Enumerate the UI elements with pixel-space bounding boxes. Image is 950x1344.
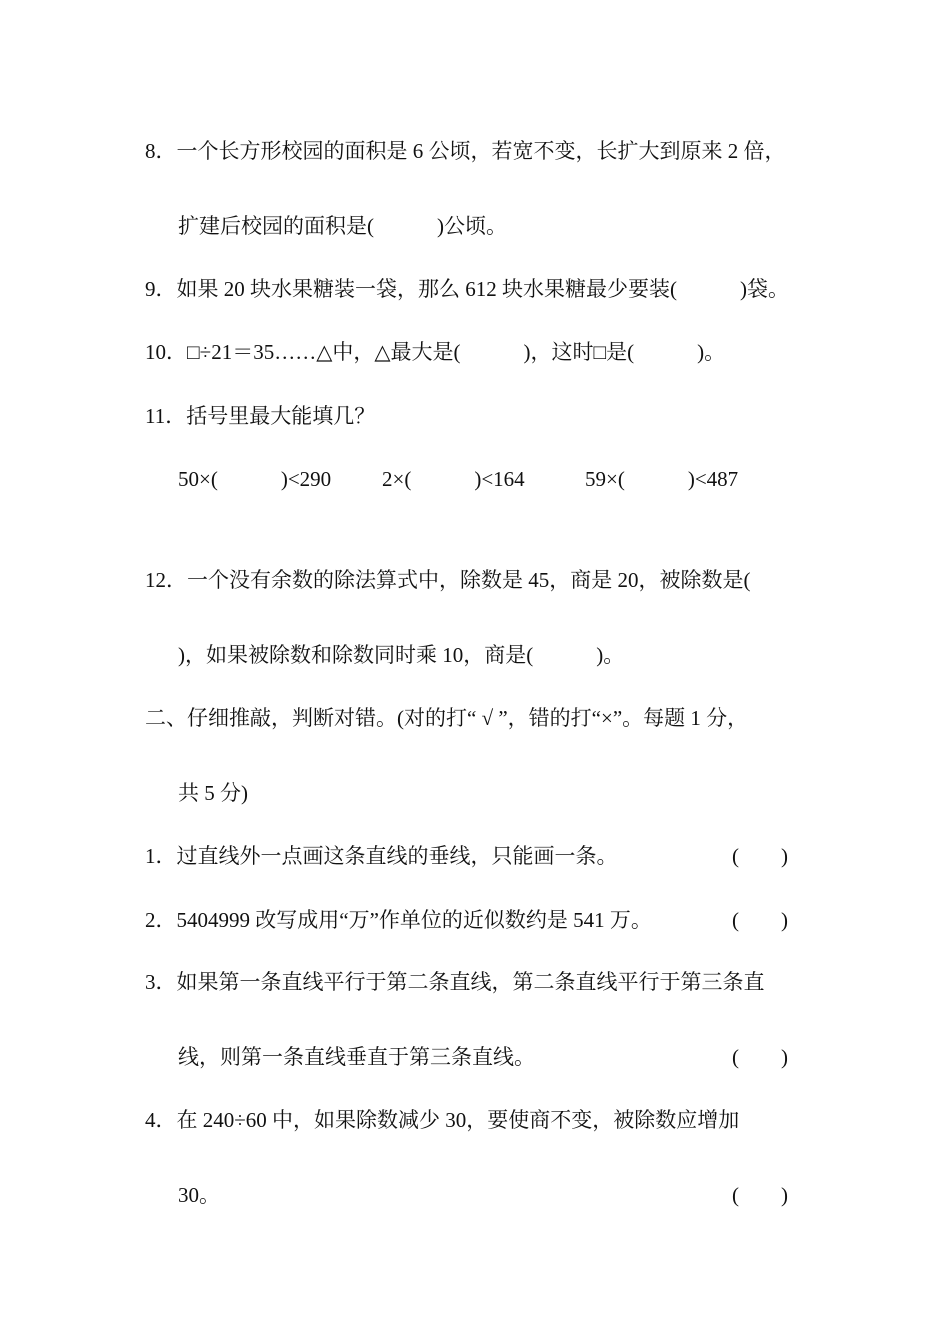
section-2-heading-line-1: 二、仔细推敲，判断对错。(对的打“ √ ”，错的打“×”。每题 1 分， (145, 706, 749, 730)
judge-item-2-answer-paren[interactable]: ( ) (732, 908, 788, 932)
judge-item-4-line-1: 4．在 240÷60 中，如果除数减少 30，要使商不变，被除数应增加 (145, 1108, 740, 1132)
judge-item-4-line-2: 30。 (178, 1183, 220, 1207)
question-11-expression-3: 59×( )<487 (585, 467, 739, 491)
judge-item-1-line-1: 1．过直线外一点画这条直线的垂线，只能画一条。 (145, 844, 618, 868)
judge-item-3-answer-paren[interactable]: ( ) (732, 1045, 788, 1069)
question-11-expression-1: 50×( )<290 (178, 467, 332, 491)
section-2-heading-line-2: 共 5 分) (178, 781, 248, 805)
question-12-line-2: )，如果被除数和除数同时乘 10，商是( )。 (178, 643, 625, 667)
question-8-line-2: 扩建后校园的面积是( )公顷。 (178, 214, 507, 238)
judge-item-4-answer-paren[interactable]: ( ) (732, 1183, 788, 1207)
judge-item-3-line-2: 线，则第一条直线垂直于第三条直线。 (178, 1045, 535, 1069)
question-11-expression-2: 2×( )<164 (382, 467, 525, 491)
question-8-line-1: 8．一个长方形校园的面积是 6 公顷，若宽不变，长扩大到原来 2 倍， (145, 139, 786, 163)
question-9-line-1: 9．如果 20 块水果糖装一袋，那么 612 块水果糖最少要装( )袋。 (145, 277, 789, 301)
question-10-line-1: 10．□÷21＝35……△中，△最大是( )，这时□是( )。 (145, 340, 726, 364)
question-12-line-1: 12．一个没有余数的除法算式中，除数是 45，商是 20，被除数是( (145, 568, 751, 592)
judge-item-2-line-1: 2．5404999 改写成用“万”作单位的近似数约是 541 万。 (145, 908, 652, 932)
question-11-line-1: 11．括号里最大能填几？ (145, 404, 376, 428)
judge-item-1-answer-paren[interactable]: ( ) (732, 844, 788, 868)
judge-item-3-line-1: 3．如果第一条直线平行于第二条直线，第二条直线平行于第三条直 (145, 970, 765, 994)
